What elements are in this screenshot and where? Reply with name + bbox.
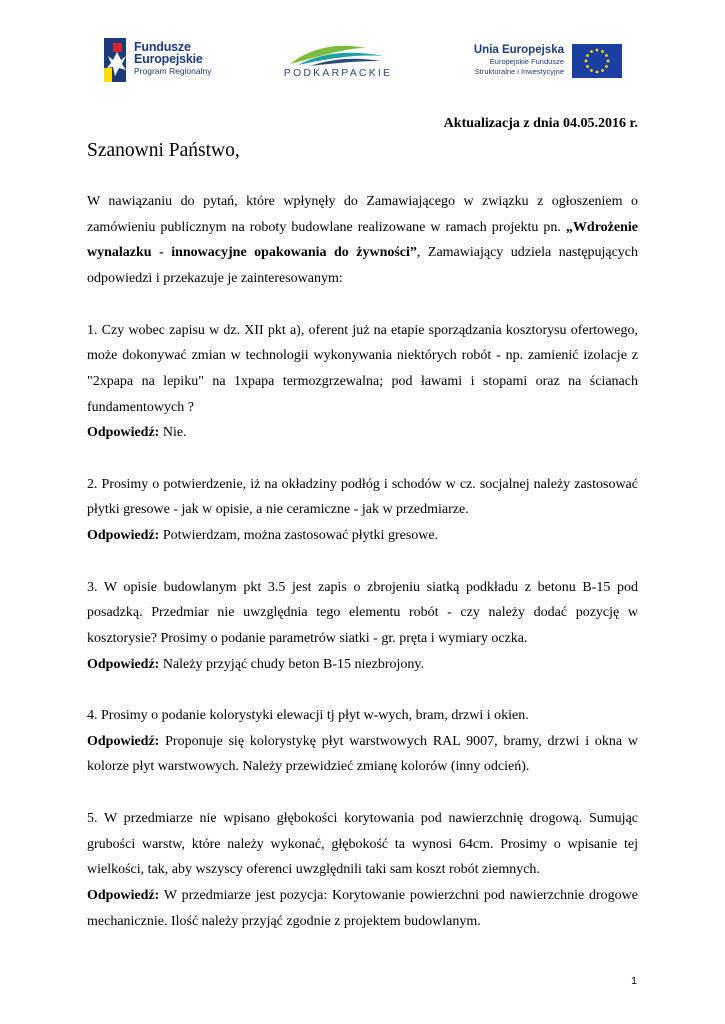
spacer bbox=[87, 677, 638, 703]
spacer bbox=[87, 549, 638, 575]
question-3: 3. W opisie budowlanym pkt 3.5 jest zapis o zbrojeniu siatką podkładu z betonu B-15 pod posadzką. Przedmiar nie uwzględnia tego elementu robót - czy należy dodać pozycję w kosztorysie? Prosimy o podanie parametrów siatki - gr. pręta i wymiary oczka. bbox=[87, 579, 638, 646]
fundusze-star-icon bbox=[104, 38, 132, 82]
question-2: 2. Prosimy o potwierdzenie, iż na okładziny podłóg i schodów w cz. socjalnej należy zastosować płytki gresowe - jak w opisie, a nie ceramiczne - jak w przedmiarze. bbox=[87, 476, 638, 518]
answer-label: Odpowiedź: bbox=[87, 887, 160, 903]
fundusze-logo-line3: Program Regionalny bbox=[134, 66, 212, 76]
answer-5-text: W przedmiarze jest pozycja: Korytowanie powierzchni pod nawierzchnie drogowe mechanicznie. Ilość należy przyjąć zgodnie z projektem budowlanym. bbox=[87, 887, 638, 929]
intro-paragraph bbox=[87, 189, 638, 292]
answer-label: Odpowiedź: bbox=[87, 656, 160, 672]
answer-2 bbox=[87, 523, 638, 549]
answer-3 bbox=[87, 652, 638, 678]
answer-4 bbox=[87, 729, 638, 780]
answer-4-text: Proponuje się kolorystykę płyt warstwowych RAL 9007, bramy, drzwi i okna w kolorze płyt warstwowych. Należy przewidzieć zmianę kolorów (inny odcień). bbox=[87, 733, 638, 775]
answer-2-text: Potwierdzam, można zastosować płytki gresowe. bbox=[159, 528, 439, 544]
unia-europejska-logo bbox=[466, 43, 622, 79]
answer-5 bbox=[87, 883, 638, 934]
answer-3-text: Należy przyjąć chudy beton B-15 niezbrojony. bbox=[159, 656, 424, 672]
question-4: 4. Prosimy o podanie kolorystyki elewacji tj płyt w-wych, bram, drzwi i okien. bbox=[87, 708, 529, 723]
answer-1-text: Nie. bbox=[159, 425, 187, 441]
greeting: Szanowni Państwo, bbox=[87, 140, 240, 161]
fundusze-logo-line2: Europejskie bbox=[134, 52, 203, 66]
eu-flag-icon bbox=[572, 44, 622, 78]
ue-logo-line2: Europejskie Fundusze bbox=[489, 57, 564, 66]
podkarpackie-logo bbox=[282, 42, 394, 82]
spacer bbox=[87, 446, 638, 472]
answer-label: Odpowiedź: bbox=[87, 528, 160, 544]
intro-text-2: , Zamawiający udziela następujących odpowiedzi i przekazuje je zainteresowanym: bbox=[87, 245, 638, 287]
spacer bbox=[87, 292, 638, 318]
update-date: Aktualizacja z dnia 04.05.2016 r. bbox=[443, 116, 638, 131]
spacer bbox=[87, 780, 638, 806]
document-body bbox=[87, 189, 638, 934]
intro-text-1: W nawiązaniu do pytań, które wpłynęły do Zamawiającego w związku z ogłoszeniem o zamówieniu publicznym na roboty budowlane realizowane w ramach projektu pn. bbox=[87, 194, 638, 235]
ue-logo-line3: Strukturalne i Inwestycyjne bbox=[474, 66, 564, 76]
answer-label: Odpowiedź: bbox=[87, 425, 160, 441]
podkarpackie-hills-icon bbox=[288, 42, 388, 66]
question-1: 1. Czy wobec zapisu w dz. XII pkt a), oferent już na etapie sporządzania kosztorysu ofertowego, może dokonywać zmian w technologii wykonywania niektórych robót - np. zamienić izolacje z "2xpapa na lepiku" na 1xpapa termozgrzewalna; pod ławami i stopami oraz na ścianach fundamentowych ? bbox=[87, 322, 638, 415]
question-5: 5. W przedmiarze nie wpisano głębokości korytowania pod nawierzchnię drogową. Sumując grubości warstw, które należy wykonać, głębokość ta wynosi 64cm. Prosimy o wpisanie tej wielkości, tak, aby wszyscy oferenci uwzględnili taki sam koszt robót ziemnych. bbox=[87, 810, 638, 878]
page-number: 1 bbox=[631, 975, 637, 987]
fundusze-logo-line1: Fundusze bbox=[134, 40, 191, 54]
fundusze-europejskie-logo bbox=[104, 38, 224, 82]
project-name: „Wdrożenie wynalazku - innowacyjne opakowania do żywności” bbox=[87, 219, 638, 261]
podkarpackie-logo-text: PODKARPACKIE bbox=[283, 67, 393, 79]
answer-label: Odpowiedź: bbox=[87, 733, 160, 749]
ue-logo-line1: Unia Europejska bbox=[473, 44, 564, 56]
answer-1 bbox=[87, 420, 638, 446]
